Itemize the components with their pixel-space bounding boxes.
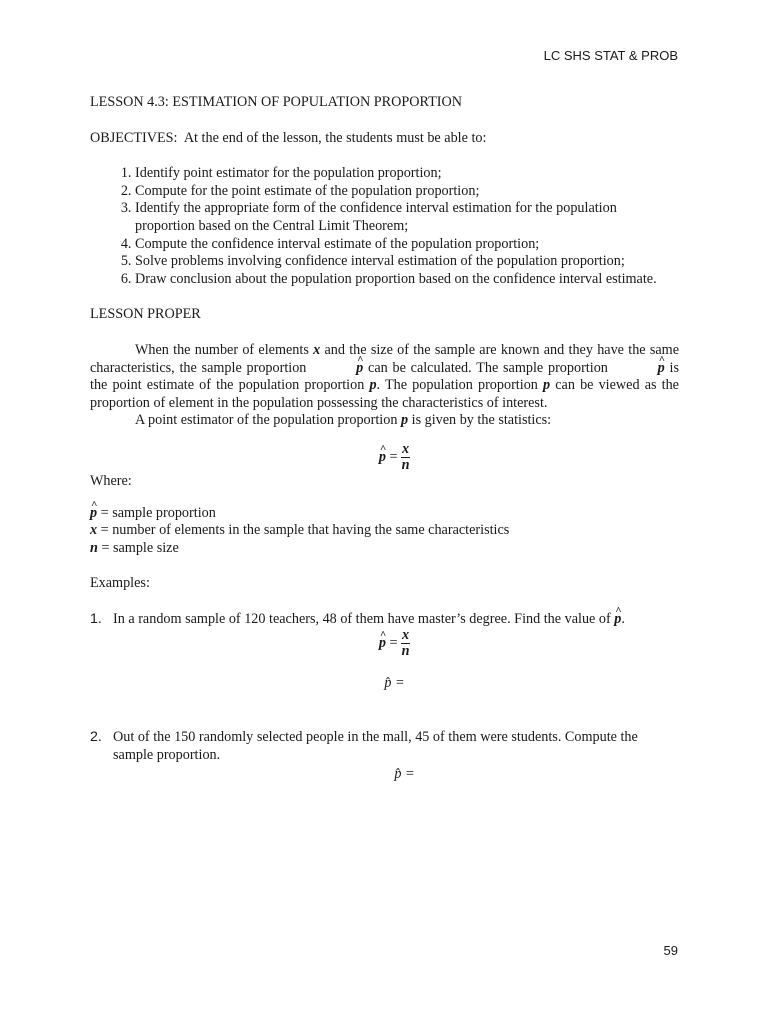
formula-fraction — [401, 442, 410, 473]
point-estimator-formula — [90, 442, 679, 473]
example-body: Out of the 150 randomly selected people in the mall, 45 of them were students. Compute the sample proportion. — [113, 729, 638, 763]
example-number: 1. — [90, 610, 102, 627]
formula-lhs: ^ p — [379, 449, 386, 467]
text-run: is given by the statistics: — [408, 412, 552, 429]
where-label: Where: — [90, 472, 132, 489]
paragraph-1 — [90, 342, 679, 412]
definition-item — [90, 522, 679, 540]
symbol-p-hat: ^ p — [311, 360, 363, 378]
objective-item: 2. Compute for the point estimate of the population proportion; — [135, 183, 679, 201]
text-run: . The population proportion — [376, 377, 544, 394]
symbol-x: x — [313, 341, 321, 358]
text-run: and the size of the sample are known and they have the same characteristics, the sample proportion — [90, 341, 679, 376]
formula-numerator: x — [402, 440, 410, 457]
page-header: LC SHS STAT & PROB — [543, 48, 678, 63]
def-text: = sample proportion — [97, 504, 216, 521]
formula-lhs: ^ p — [379, 635, 386, 653]
document-body — [90, 94, 679, 784]
def-symbol: n — [90, 539, 98, 556]
symbol-p-hat: ^ p — [614, 611, 621, 629]
text-run: A point estimator of the population proportion — [135, 412, 401, 429]
example-2-answer: p̂ = — [394, 766, 415, 783]
example-text: In a random sample of 120 teachers, 48 of them have master’s degree. Find the value of — [113, 610, 615, 627]
def-symbol: ^ p — [90, 505, 97, 523]
objective-item: 4. Compute the confidence interval estimate of the population proportion; — [135, 236, 679, 254]
lesson-proper-heading: LESSON PROPER — [90, 306, 201, 323]
objectives-list — [90, 165, 679, 288]
formula-denominator: n — [401, 643, 410, 660]
paragraph-2 — [90, 412, 679, 430]
text-run: can be viewed as the proportion of element in the population possessing the characteristics of interest. — [90, 377, 679, 411]
example-2 — [90, 729, 679, 764]
objective-item: 1. Identify point estimator for the population proportion; — [135, 165, 679, 183]
symbol-p: p — [400, 412, 409, 429]
text-run: can be calculated. The sample proportion — [363, 359, 613, 376]
definition-item — [90, 540, 679, 558]
objectives-label: OBJECTIVES: — [90, 129, 178, 146]
example-1-answer: p̂ = — [384, 675, 405, 692]
objective-item: 5. Solve problems involving confidence interval estimation of the population proportion; — [135, 253, 679, 271]
formula-equals: = — [389, 448, 398, 465]
definition-item — [90, 505, 679, 523]
text-run: . — [621, 610, 625, 627]
def-symbol: x — [90, 522, 98, 539]
def-text: = sample size — [97, 539, 179, 556]
example-body — [113, 611, 679, 629]
objectives-intro-text: At the end of the lesson, the students must be able to: — [183, 129, 487, 146]
page-number: 59 — [663, 943, 678, 958]
text-run: When the number of elements — [135, 341, 314, 358]
objectives-intro — [90, 130, 679, 148]
text-run: is the point estimate of the population proportion — [90, 359, 679, 394]
formula-equals: = — [389, 635, 398, 652]
examples-label: Examples: — [90, 575, 150, 592]
definitions-list — [90, 505, 679, 558]
example-1 — [90, 611, 679, 629]
def-text: = number of elements in the sample that having the same characteristics — [97, 522, 510, 539]
symbol-p: p — [369, 377, 377, 394]
objective-item: 3. Identify the appropriate form of the confidence interval estimation for the population proportion based on the Central Limit Theorem; — [135, 200, 679, 235]
example-1-formula — [90, 628, 679, 659]
example-number: 2. — [90, 729, 102, 746]
formula-numerator: x — [402, 627, 410, 644]
formula-denominator: n — [401, 456, 410, 473]
symbol-p: p — [543, 377, 551, 394]
objective-item: 6. Draw conclusion about the population proportion based on the confidence interval estimate. — [135, 271, 679, 289]
symbol-p-hat: ^ p — [613, 360, 665, 378]
formula-fraction — [401, 628, 410, 659]
lesson-title: LESSON 4.3: ESTIMATION OF POPULATION PROPORTION — [90, 94, 462, 110]
